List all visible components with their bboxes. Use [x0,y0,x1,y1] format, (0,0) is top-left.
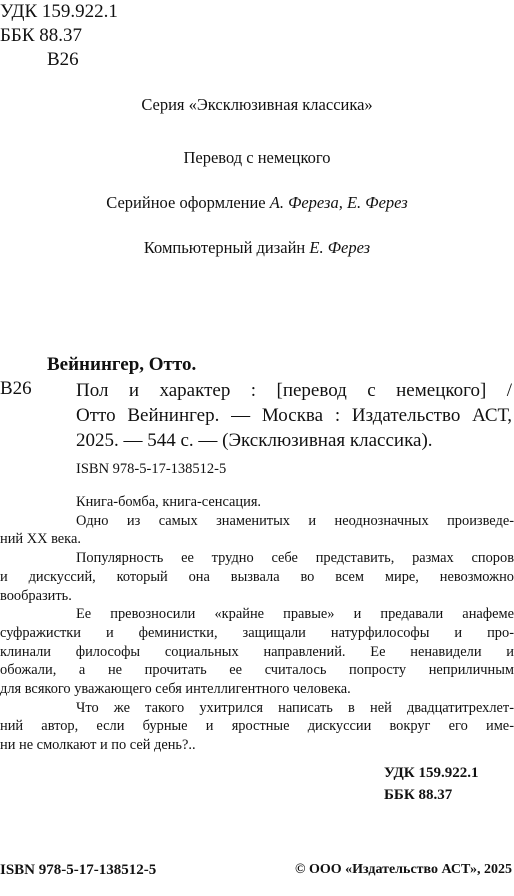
computer-design-credit [0,238,514,258]
annotation [0,493,514,755]
annotation-line: Одно из самых знаменитых и неоднозначных произведе- [76,512,514,529]
series-line: Серия «Эксклюзивная классика» [141,95,373,114]
annotation-line: суфражистки и феминистки, защищали натурфилософы и про- [0,624,514,641]
bibliographic-record [76,378,512,453]
translation-line: Перевод с немецкого [183,148,331,167]
biblio-mark: В26 [0,378,32,399]
annotation-line: ний XX века. [0,531,81,548]
annotation-line: обожали, а не прочитать ее считалось попросту неприличным [0,662,514,679]
annotation-line: вообразить. [0,587,72,604]
bbk-code: ББК 88.37 [0,25,82,46]
author-heading: Вейнингер, Отто. [47,354,197,375]
footer-isbn: ISBN 978-5-17-138512-5 [0,862,157,878]
design-credit [0,193,514,213]
annotation-line: Книга-бомба, книга-сенсация. [76,494,262,510]
biblio-line: Отто Вейнингер. — Москва : Издательство АСТ, [76,405,512,426]
author-mark: В26 [47,49,79,70]
design-label: Серийное оформление [106,193,266,212]
annotation-line: ний автор, если бурные и яростные дискуссии вокруг его име- [0,718,514,735]
annotation-line: Что же такого ухитрился написать в ней двадцатитрехлет- [76,699,514,716]
biblio-line: Пол и характер : [перевод с немецкого] / [76,380,512,401]
annotation-line: ни не смолкают и по сей день?.. [0,737,196,754]
annotation-line: для всякого уважающего себя интеллигентного человека. [0,681,351,698]
annotation-line: Ее превозносили «крайне правые» и предавали анафеме [76,606,514,623]
annotation-line: Популярность ее трудно себе представить, размах споров [76,550,514,567]
biblio-line: 2025. — 544 с. — (Эксклюзивная классика). [76,430,433,451]
computer-design-names: Е. Ферез [309,238,371,257]
computer-design-label: Компьютерный дизайн [143,238,306,257]
annotation-line: клинали философы социальных направлений. Ее ненавидели и [0,643,514,660]
annotation-line: и дискуссий, который она вызвала во всем мире, невозможно [0,568,514,585]
footer-copyright: © ООО «Издательство АСТ», 2025 [294,862,512,877]
bottom-udk: УДК 159.922.1 [384,765,479,781]
bottom-codes [384,762,478,806]
classification-codes [0,0,118,72]
isbn-line: ISBN 978-5-17-138512-5 [76,461,227,477]
bottom-bbk: ББК 88.37 [384,787,453,803]
udk-code: УДК 159.922.1 [0,1,118,22]
design-names: А. Фереза, Е. Ферез [269,193,408,212]
